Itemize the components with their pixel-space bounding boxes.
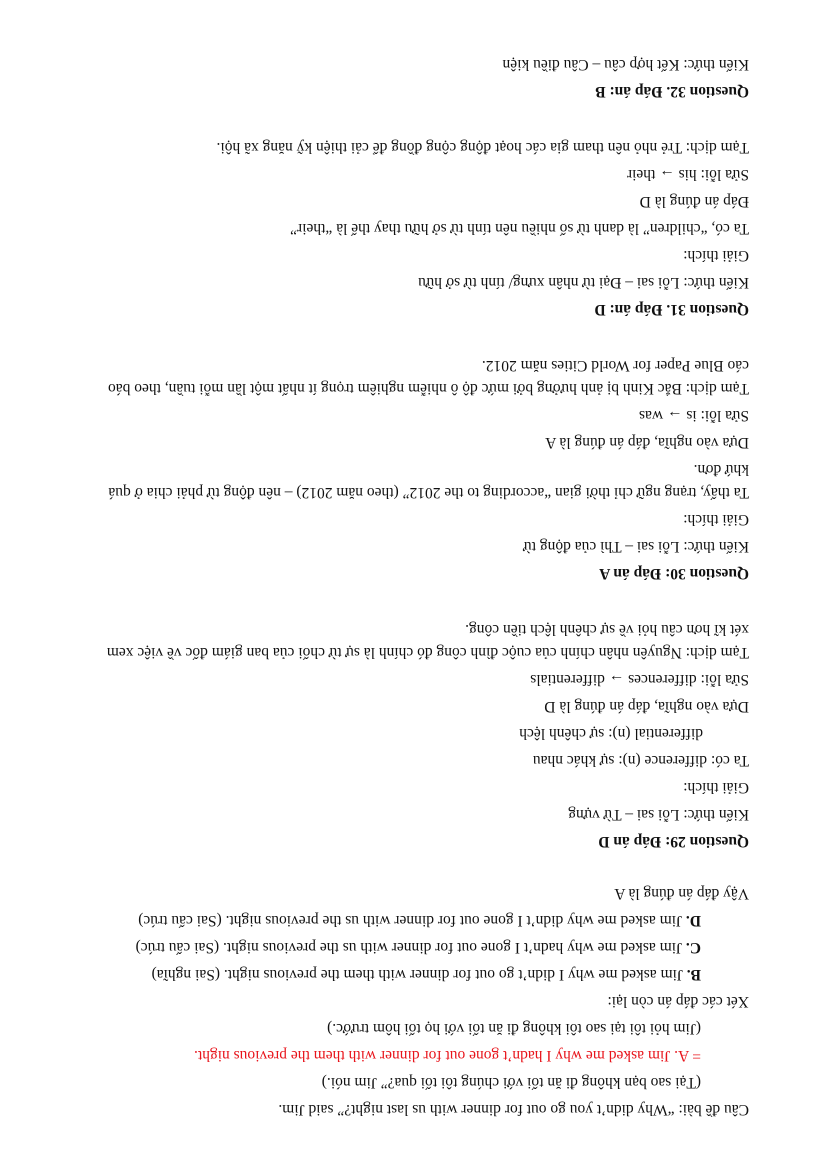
question-29-explanation-label: Giải thích: (683, 779, 749, 796)
question-30-translation-1: Tạm dịch: Bắc Kinh bị ảnh hưởng bởi mức độ ô nhiễm nghiêm trọng ít nhất một lần mỗi tuần, theo báo (107, 380, 749, 397)
question-30-correction: Sửa lỗi: is → was (638, 407, 749, 424)
question-29-line-1: Ta có: difference (n): sự khác nhau (532, 752, 749, 769)
option-d-text: Jim asked me why didn’t I gone out for dinner with us the previous night. (Sai cấu trúc) (138, 912, 686, 929)
question-31-line-2: Đáp án đúng là D (639, 193, 749, 210)
question-30-line-3: Dựa vào nghĩa, đáp án đúng là A (545, 434, 749, 451)
question-31-translation: Tạm dịch: Trẻ nhỏ nên tham gia các hoạt động cộng đồng để cải thiện kỹ năng xã hội. (216, 139, 749, 156)
question-30-line-2: khứ đơn. (693, 461, 749, 478)
question-28-other-options-label: Xét các đáp án còn lại: (607, 993, 749, 1010)
question-28-answer-translation: (Jim hỏi tôi tại sao tôi không đi ăn tối với họ tối hôm trước.) (327, 1020, 701, 1037)
question-28-statement: Câu đề bài: “Why didn’t you go out for dinner with us last night?” said Jim. (278, 1101, 749, 1118)
option-c-text: Jim asked me why hadn’t I gone out for dinner with us the previous night. (Sai cấu trúc) (135, 939, 686, 956)
question-32-heading: Question 32. Đáp án: B (595, 83, 749, 100)
question-29-translation-1: Tạm dịch: Nguyên nhân chính của cuộc đình công đó chính là sự từ chối của ban giám đốc về việc xem (106, 644, 749, 661)
option-c-letter: C. (685, 939, 701, 956)
question-30-line-1: Ta thấy, trạng ngữ chỉ thời gian “according to the 2012” (theo năm 2012) – nên động từ phải chia ở quá (108, 484, 749, 501)
question-31-topic: Kiến thức: Lỗi sai – Đại từ nhân xưng/ tính từ sở hữu (418, 274, 749, 291)
option-b-letter: B. (686, 966, 701, 983)
question-31-line-1: Ta có, “children” là danh từ số nhiều nên tính từ sở hữu thay thế là “their” (290, 220, 749, 237)
question-29-correction: Sửa lỗi: differences → differentials (530, 671, 749, 688)
question-29-topic: Kiến thức: Lỗi sai – Từ vựng (568, 806, 749, 823)
question-28-conclusion: Vậy đáp án đúng là A (614, 885, 749, 902)
question-32-topic: Kiến thức: Kết hợp câu – Câu điều kiện (502, 56, 749, 73)
question-30-explanation-label: Giải thích: (683, 511, 749, 528)
question-30-heading: Question 30: Đáp án A (599, 565, 749, 582)
question-29-heading: Question 29: Đáp án D (598, 833, 749, 850)
question-28-option-b (76, 965, 749, 983)
question-29-line-2: differential (n): sự chênh lệch (519, 725, 703, 742)
question-28-option-d (76, 911, 749, 929)
question-31-correction: Sửa lỗi: his → their (626, 166, 749, 183)
question-28-option-c (76, 938, 749, 956)
question-30-translation-2: cáo Blue Paper for World Cities năm 2012. (481, 357, 749, 374)
question-29-line-3: Dựa vào nghĩa, đáp án đúng là D (544, 698, 749, 715)
question-31-heading: Question 31. Đáp án: D (594, 301, 749, 318)
question-28-translation: (Tại sao bạn không đi ăn tối với chúng tôi tối qua?” Jim nói.) (321, 1074, 701, 1091)
question-28-correct-answer: = A. Jim asked me why I hadn’t gone out for dinner with them the previous night. (194, 1047, 701, 1064)
question-29-translation-2: xét kĩ hơn câu hỏi về sự chênh lệch tiền công. (465, 621, 749, 638)
question-30-topic: Kiến thức: Lỗi sai – Thì của động từ (523, 538, 749, 555)
option-b-text: Jim asked me why I didn’t go out for dinner with them the previous night. (Sai nghĩa) (151, 966, 687, 983)
option-d-letter: D. (685, 912, 701, 929)
question-31-explanation-label: Giải thích: (683, 247, 749, 264)
